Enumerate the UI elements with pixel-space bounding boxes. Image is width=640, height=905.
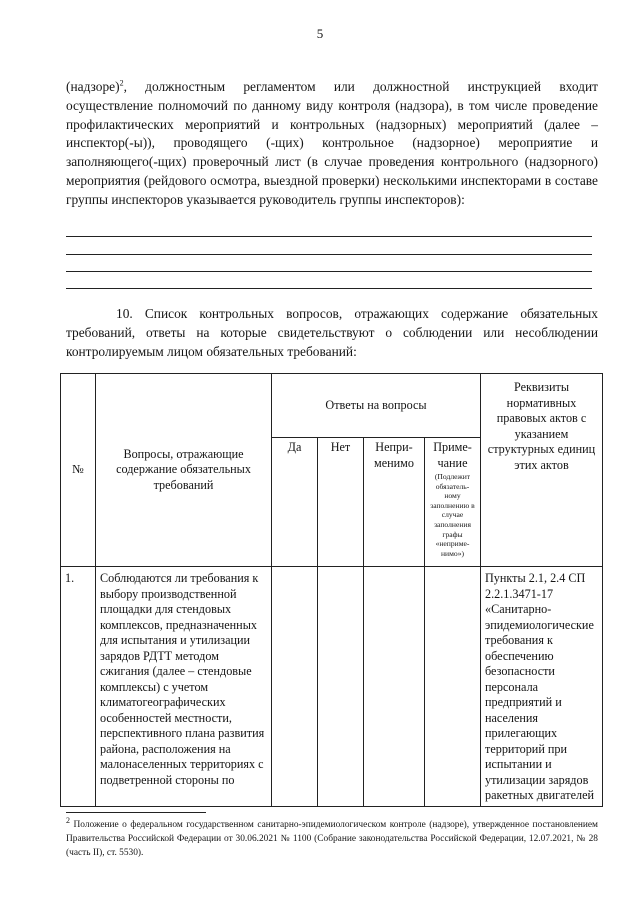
blank-line-2 bbox=[66, 254, 592, 255]
inspector-paragraph-rest: , должностным регламентом или должностной инструкцией входит осуществление полномочий по данному виду контроля (надзора), в том числе проведение профилактических мероприятий и контрольных (надзорных) мероприятий (далее – инспектор(-ы)), проводящего (-щих) контрольное (надзорное) мероприятие и заполняющего(-щих) проверочный лист (в случае проведения контрольного (надзорного) мероприятия (рейдового осмотра, выездной проверки) несколькими инспекторами в составе группы инспекторов указывается руководитель группы инспекторов): bbox=[66, 79, 598, 207]
requisites-header: Реквизиты нормативных правовых актов с указанием структурных единиц этих актов bbox=[481, 374, 603, 567]
section-10-paragraph: 10. Список контрольных вопросов, отражающих содержание обязательных требований, ответы на которые свидетельствуют о соблюдении или несоблюдении контролируемым лицом обязательных требований: bbox=[66, 306, 598, 359]
note-header bbox=[425, 438, 481, 567]
row-number: 1. bbox=[61, 567, 96, 807]
footnote-ref: 2 bbox=[119, 78, 124, 88]
not-applicable-header: Непри-менимо bbox=[364, 438, 425, 567]
question-header: Вопросы, отражающие содержание обязательных требований bbox=[96, 374, 272, 567]
footnote-mark: 2 bbox=[66, 815, 70, 825]
yes-header: Да bbox=[272, 438, 318, 567]
num-header: № bbox=[61, 374, 96, 567]
blank-line-4 bbox=[66, 288, 592, 289]
row-no-cell bbox=[318, 567, 364, 807]
note-instruction: (Подлежит обязатель-ному заполнению в случае заполнения графы «неприме-нимо») bbox=[430, 472, 475, 558]
no-header: Нет bbox=[318, 438, 364, 567]
page-number: 5 bbox=[316, 26, 324, 41]
checklist-table bbox=[60, 373, 603, 807]
row-note-cell bbox=[425, 567, 481, 807]
note-label: Приме-чание bbox=[433, 440, 472, 470]
footnote bbox=[66, 815, 598, 860]
row-yes-cell bbox=[272, 567, 318, 807]
footnote-separator bbox=[66, 812, 206, 813]
answers-header: Ответы на вопросы bbox=[272, 374, 481, 438]
table-row bbox=[61, 567, 603, 807]
blank-line-1 bbox=[66, 236, 592, 237]
footnote-text: Положение о федеральном государственном санитарно-эпидемиологическом контроле (надзоре), утвержденное постановлением Правительства Российской Федерации от 30.06.2021 № 1100 (Собрание законодательства Российской Федерации, 12.07.2021, № 28 (часть II), ст. 5530). bbox=[66, 820, 598, 858]
row-na-cell bbox=[364, 567, 425, 807]
row-requisites: Пункты 2.1, 2.4 СП 2.2.1.3471-17 «Санитарно-эпидемиологические требования к обеспечению безопасности персонала предприятий и населения прилегающих территорий при испытании и утилизации зарядов ракетных двигателей bbox=[481, 567, 603, 807]
row-question: Соблюдаются ли требования к выбору производственной площадки для стендовых комплексов, предназначенных для испытания и утилизации зарядов РДТТ методом сжигания (далее – стендовые комплексы) с учетом климатогеографических особенностей местности, перспективного плана развития района, расположения на малонаселенных территориях с подветренной стороны по bbox=[96, 567, 272, 807]
inspector-paragraph bbox=[66, 78, 598, 210]
blank-line-3 bbox=[66, 271, 592, 272]
inspector-paragraph-start: (надзоре) bbox=[66, 79, 120, 94]
